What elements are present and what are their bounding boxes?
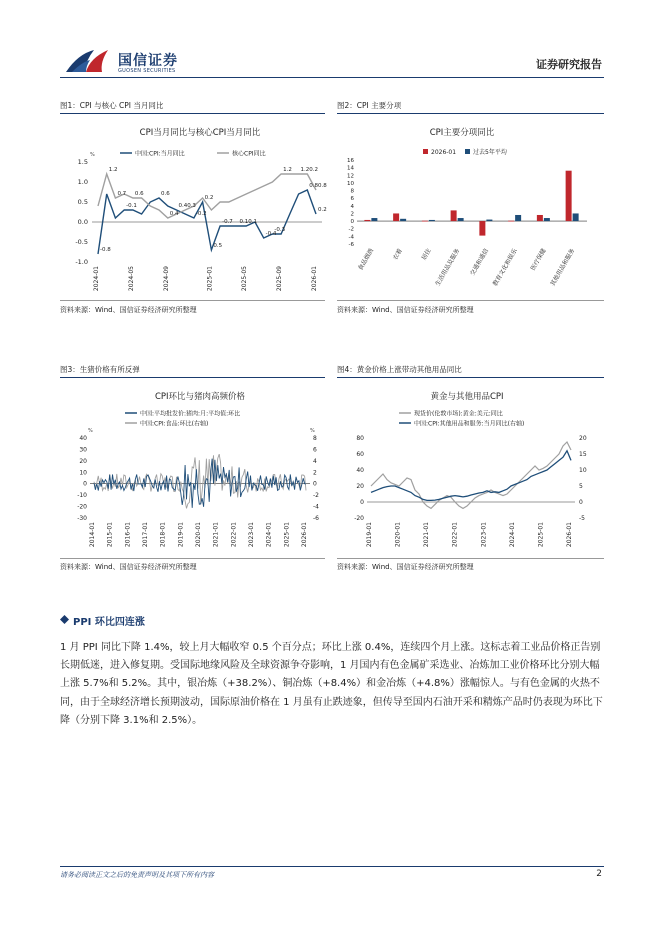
chart2-y-tick: -4: [348, 234, 354, 241]
figure-1-source: 资料来源：Wind、国信证券经济研究所整理: [60, 306, 197, 314]
chart3-y-right-tick: -6: [313, 515, 319, 522]
figure-2-rule: [337, 113, 604, 114]
chart1-legend-1: 中国:CPI:当月同比: [135, 150, 185, 158]
chart2-y-tick: -6: [348, 242, 354, 248]
diamond-bullet-icon: [60, 615, 69, 624]
chart2-bar-2: [544, 218, 550, 221]
chart1-data-label: 0.5: [213, 243, 223, 249]
logo-subtitle: GUOSEN SECURITIES: [118, 68, 176, 74]
chart2-bar-2: [429, 220, 435, 221]
chart1-data-label: 0.8: [309, 183, 319, 189]
chart1-y-tick: 1.0: [77, 178, 88, 186]
chart1-data-label: 1.2: [283, 167, 292, 173]
chart1-data-label: 0.6: [134, 191, 144, 197]
chart2-category-label: 医疗保健: [529, 247, 548, 272]
chart2-bar-2: [371, 218, 377, 221]
chart3-y-left-tick: 40: [79, 435, 87, 442]
chart1-data-label: 0.2: [318, 207, 327, 213]
chart2-bar-2: [400, 219, 406, 221]
figure-2-bottom-rule: [337, 300, 604, 301]
chart4-y-left-tick: 20: [356, 483, 364, 490]
chart1-data-label: 0.4: [178, 203, 188, 209]
figure-4-caption: 图4：黄金价格上涨带动其他用品同比: [337, 365, 462, 374]
chart4-gold-line: [371, 442, 571, 508]
chart3-x-tick: 2022-01: [230, 522, 238, 548]
logo-text: 国信证券: [118, 53, 178, 69]
chart3-y-left-tick: -10: [77, 492, 87, 500]
chart1-data-label: 0.8: [318, 183, 327, 189]
chart1-y-tick: 0.0: [77, 218, 88, 226]
chart3-legend-2: 中国:CPI:食品:环比(右轴): [140, 420, 209, 428]
chart3-x-tick: 2025-01: [283, 522, 291, 548]
chart3-y-left-tick: 0: [83, 480, 87, 488]
chart1-x-tick: 2024-09: [162, 266, 170, 292]
chart1-x-tick: 2024-01: [93, 266, 100, 292]
figure-2-source: 资料来源：Wind、国信证券经济研究所整理: [337, 306, 474, 314]
chart2-category-label: 生活用品及服务: [434, 247, 462, 288]
chart3-legend-1: 中国:平均批发价:猪肉:月:平均值:环比: [140, 410, 241, 418]
chart3-x-tick: 2018-01: [159, 522, 167, 548]
chart2-bar-1: [566, 171, 572, 221]
chart4-x-tick: 2026-01: [566, 522, 573, 548]
chart3-y-left-tick: -20: [77, 503, 87, 511]
chart4-y-right-tick: 15: [579, 451, 587, 458]
chart4-x-tick: 2022-01: [451, 522, 459, 548]
chart2-y-tick: 10: [347, 180, 354, 187]
chart1-data-label: 0.7: [117, 191, 127, 197]
chart4-x-tick: 2024-01: [508, 522, 516, 548]
chart4-y-left-tick: -20: [354, 515, 364, 522]
figure-4-source: 资料来源：Wind、国信证券经济研究所整理: [337, 563, 474, 571]
chart4-legend-1: 现货价(伦敦市场):黄金:美元:同比: [414, 410, 503, 418]
chart3-y-right-tick: 8: [313, 435, 317, 442]
chart1-y-tick: 1.5: [77, 158, 88, 166]
chart3-unit-left: %: [88, 428, 93, 434]
chart1-data-label: 0.3: [187, 203, 196, 209]
chart2-bar-1: [364, 220, 370, 221]
chart3-x-tick: 2019-01: [177, 522, 185, 548]
figure-3-rule: [60, 377, 325, 378]
chart3-y-left-tick: 20: [79, 457, 87, 465]
chart2-category-label: 居住: [420, 247, 433, 262]
chart3-x-tick: 2026-01: [301, 522, 308, 548]
chart1-data-label: -0.1: [126, 203, 137, 209]
chart2-bar-2: [573, 213, 579, 221]
chart2-bar-1: [422, 221, 428, 222]
chart2-y-tick: 14: [347, 165, 354, 172]
chart-pork-price: [60, 380, 325, 558]
figure-3-caption: 图3：生猪价格有所反弹: [60, 365, 140, 374]
chart2-y-tick: -2: [348, 226, 354, 233]
chart1-x-tick: 2026-01: [311, 266, 318, 292]
chart1-data-label: 0.6: [161, 191, 170, 197]
chart1-y-tick: 0.5: [77, 198, 88, 206]
chart3-y-right-tick: 2: [313, 469, 317, 477]
chart1-legend-2: 核心CPI同比: [232, 150, 266, 158]
chart1-data-label: 0.2: [204, 195, 214, 201]
header-rule: [60, 77, 604, 78]
section-paragraph: 1 月 PPI 同比下降 1.4%，较上月大幅收窄 0.5 个百分点；环比上涨 0.4%，连续四个月上涨。这标志着工业品价格正告别长期低迷，进入修复期。受国际地缘风险及全球资源争夺影响，1 月国内有色金属矿采选业、冶炼加工业价格环比分别大幅上涨 5.7%和 5.2%。其中，银冶炼（+38.2%）、铜冶炼（+8.4%）和金冶炼（+4.8%）涨幅惊人。与有色金属的火热不同，由于全球经济增长预期波动，国际原油价格在 1 月虽有止跌迹象，但传导至国内石油开采和精炼产品时仍表现为环比下降（分别下降 3.1%和 2.5%）。: [60, 642, 603, 726]
chart3-x-tick: 2024-01: [265, 522, 273, 548]
chart3-y-right-tick: 6: [313, 446, 317, 454]
chart2-category-label: 其他用品和服务: [549, 247, 577, 288]
figure-1-caption: 图1：CPI 与核心 CPI 当月同比: [60, 101, 164, 110]
chart2-bar-2: [515, 215, 521, 221]
chart3-title: CPI环比与猪肉高频价格: [154, 392, 246, 402]
chart2-y-tick: 2: [350, 211, 354, 218]
chart1-data-label: 0.2: [309, 167, 319, 173]
chart1-x-tick: 2024-05: [127, 266, 135, 292]
page-number: 2: [596, 869, 602, 879]
chart4-y-left-tick: 0: [360, 499, 364, 506]
chart2-category-label: 交通和通信: [469, 247, 491, 277]
chart1-data-label: 0.1: [248, 219, 257, 225]
chart-cpi-core: [60, 116, 325, 300]
chart2-category-label: 教育文化和娱乐: [491, 247, 519, 288]
logo-mark-icon: [64, 46, 114, 76]
chart-cpi-components: [337, 116, 604, 300]
chart2-title: CPI主要分项同比: [429, 128, 495, 138]
chart3-y-left-tick: 30: [79, 446, 87, 454]
chart1-data-label: -0.3: [274, 227, 286, 233]
chart4-x-tick: 2021-01: [423, 522, 431, 548]
chart2-y-tick: 8: [350, 188, 354, 195]
chart4-y-right-tick: 10: [579, 467, 587, 474]
chart2-bar-2: [486, 220, 492, 222]
chart1-data-label: -0.7: [222, 219, 233, 225]
chart1-title: CPI当月同比与核心CPI当月同比: [139, 128, 261, 138]
chart3-x-tick: 2015-01: [106, 522, 114, 548]
chart4-y-right-tick: 5: [579, 483, 583, 490]
chart4-y-right-tick: 20: [579, 435, 587, 442]
figure-2-caption: 图2：CPI 主要分项: [337, 101, 402, 110]
chart2-legend-2: 过去5年平均: [473, 149, 507, 156]
chart4-y-left-tick: 40: [356, 467, 364, 474]
chart3-x-tick: 2016-01: [124, 522, 132, 548]
chart4-other-cpi-line: [371, 451, 571, 501]
chart3-x-tick: 2014-01: [89, 522, 96, 548]
chart-gold-cpi: [337, 380, 604, 558]
chart2-y-tick: 4: [350, 203, 354, 210]
chart2-y-tick: 0: [350, 219, 354, 226]
section-title: PPI 环比四连涨: [73, 617, 145, 628]
chart2-bar-1: [451, 210, 457, 221]
report-type: 证券研究报告: [536, 58, 602, 71]
figure-4-bottom-rule: [337, 558, 604, 559]
chart2-bar-1: [537, 215, 543, 221]
chart3-y-left-tick: 10: [79, 469, 87, 477]
chart4-x-tick: 2019-01: [366, 522, 373, 548]
chart2-bar-1: [393, 213, 399, 221]
chart1-data-label: 1.2: [108, 167, 118, 173]
chart3-x-tick: 2023-01: [248, 522, 255, 548]
figure-3-source: 资料来源：Wind、国信证券经济研究所整理: [60, 563, 197, 571]
chart2-y-tick: 16: [347, 158, 354, 164]
chart1-unit: %: [90, 152, 95, 158]
chart1-data-label: 0.4: [169, 211, 179, 217]
chart1-x-tick: 2025-01: [206, 266, 214, 292]
chart4-x-tick: 2020-01: [394, 522, 402, 548]
chart2-category-label: 衣着: [391, 247, 404, 262]
chart4-y-left-tick: 80: [356, 435, 364, 442]
chart1-y-tick: -0.5: [75, 238, 88, 246]
chart1-data-label: -0.2: [195, 211, 207, 217]
chart4-legend-2: 中国:CPI:其他用品和服务:当月同比(右轴): [414, 420, 525, 428]
figure-1-bottom-rule: [60, 300, 325, 301]
chart2-bar-2: [458, 218, 464, 221]
figure-1-rule: [60, 113, 325, 114]
chart2-bar-1: [508, 221, 514, 222]
chart1-y-tick: -1.0: [75, 258, 88, 266]
chart1-x-tick: 2025-05: [241, 266, 249, 292]
chart2-y-tick: 12: [347, 173, 354, 180]
chart4-title: 黄金与其他用品CPI: [430, 392, 504, 402]
figure-3-bottom-rule: [60, 558, 325, 559]
chart4-y-left-tick: 60: [356, 451, 364, 458]
chart3-x-tick: 2021-01: [212, 522, 220, 548]
chart2-bar-1: [479, 221, 485, 236]
chart1-data-label: -0.8: [100, 247, 111, 253]
chart2-y-tick: 6: [350, 196, 354, 203]
chart1-data-label: 1.2: [300, 167, 310, 173]
chart3-x-tick: 2020-01: [195, 522, 202, 548]
chart4-x-tick: 2025-01: [537, 522, 545, 548]
chart4-x-tick: 2023-01: [480, 522, 488, 548]
figure-4-rule: [337, 377, 604, 378]
chart1-x-tick: 2025-09: [276, 266, 284, 292]
chart1-data-label: -0.4: [265, 231, 277, 237]
chart3-x-tick: 2017-01: [142, 522, 149, 548]
chart1-data-label: 0.1: [239, 219, 249, 225]
chart3-unit-right: %: [310, 428, 315, 434]
chart2-category-label: 食品烟酒: [357, 247, 376, 272]
footer-disclaimer: 请务必阅读正文之后的免责声明及其项下所有内容: [60, 871, 214, 879]
chart3-y-right-tick: 4: [313, 457, 317, 465]
chart3-y-right-tick: -4: [313, 503, 319, 511]
chart3-y-right-tick: -2: [313, 492, 319, 500]
chart4-y-right-tick: -5: [579, 515, 585, 522]
footer-rule: [60, 866, 604, 867]
chart2-legend-1: 2026-01: [431, 149, 457, 156]
chart3-y-right-tick: 0: [313, 480, 317, 488]
chart4-y-right-tick: 0: [579, 499, 583, 506]
chart3-y-left-tick: -30: [77, 515, 87, 522]
